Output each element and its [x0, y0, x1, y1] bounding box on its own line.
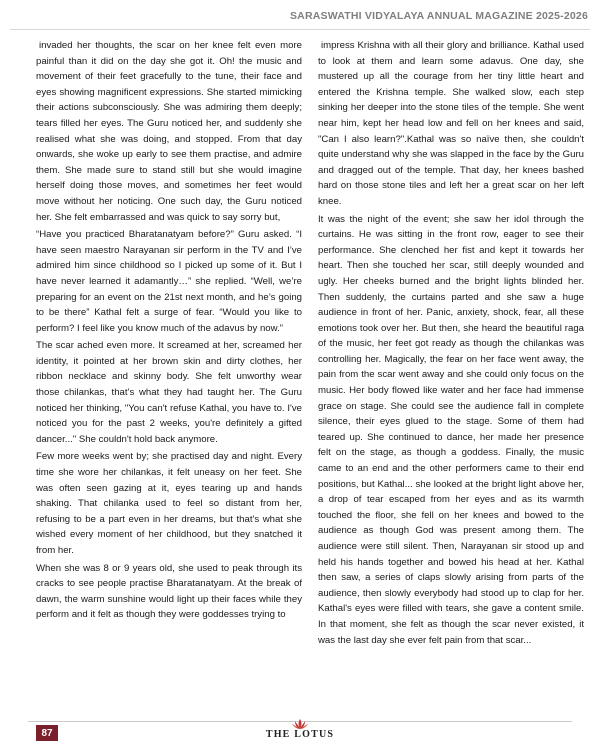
footer-logo	[0, 718, 600, 740]
paragraph: When she was 8 or 9 years old, she used to peak through its cracks to see people practise Bharatanatyam. At the break of dawn, the warm sunshine would light up their faces while they perform and it felt as though they were goddesses trying to	[36, 562, 302, 621]
article-body	[36, 38, 584, 708]
left-column	[36, 38, 302, 708]
paragraph: Few more weeks went by; she practised day and night. Every time she wore her chilankas, it felt uneasy on her feet. She was often seen gazing at it, eyes tearing up and hands shaking. That chilanka used to feel so distant from her, refusing to be a part even in her dreams, but that's what she wished every moment of her childhood, but they snatched it from her.	[36, 451, 302, 556]
paragraph: invaded her thoughts, the scar on her knee felt even more painful than it did on the day she got it. Oh! the music and movement of their feet gracefully to the tune, their face and eyes showing magnificent expressions. She started mimicking their actions subconsciously. She was admiring them deeply; tears filled her eyes. The Guru noticed her, and suddenly she realised what she was doing, and stopped. From that day onwards, she woke up early to see them practise, and admire them. She made sure to stand still but she would imagine herself doing those moves, and sometimes her feet would move without her noticing. One such day, the Guru noticed her. She felt embarrassed and was quick to say sorry but,	[36, 40, 302, 223]
header-divider	[10, 29, 590, 30]
page-number-badge: 87	[36, 725, 58, 741]
paragraph: “Have you practiced Bharatanatyam before?” Guru asked. “I have seen maestro Narayanan sir perform in the TV and I’ve admired him since childhood so I picked up some of it. But I have never learned it adamantly…” she replied. “Well, we’re preparing for an event on the 21st next month, and he’s going to be there” Kathal felt a surge of fear. “Would you like to perform? I feel like you know much of the adavus by now.”	[36, 229, 302, 334]
logo-wordmark: THE LOTUS	[265, 729, 335, 740]
paragraph: impress Krishna with all their glory and brilliance. Kathal used to look at them and learn some adavus. One day, she mustered up all the courage from her tiny little heart and entered the Krishna temple. She walked slow, each step sinking her deeper into the stone tiles of the temple. She went near him, kept her head low and fell on her knees and said, "Can I also learn?".Kathal was so naïve then, she couldn't quite understand why she was slapped in the face by the Guru and dragged out of the temple. That day, her knees bashed hard on those stone tiles and left her a great scar on her left knee.	[318, 40, 584, 207]
magazine-header: SARASWATHI VIDYALAYA ANNUAL MAGAZINE 2025-2026	[289, 10, 588, 22]
paragraph: It was the night of the event; she saw her idol through the curtains. He was sitting in the front row, eager to see their performance. She clenched her fist and kept it towards her heart. Then she touched her scar, still deeply wounded and ugly. Her cheeks burned and the bright lights blinded her. Then suddenly, the curtains parted and she saw a huge audience in front of her. Panic, anxiety, shock, fear, all these emotions took over her. But then, she heard the beautiful raga of the music, her feet got ready as though the chilankas was controlling her. Magically, the fear on her face went away, the pain from the scar went away and she could only focus on the music. Her body flowed like water and her face had immense grace on stage. She could see the audience fall in complete silence, their eyes glued to the stage. Some of them had teared up. She continued to dance, her made her presence felt on the stage, as though a goddess. Finally, the music came to an end and the other performers came to their end positions, but Kathal... she looked at the bright light above her, a drop of tear escaped from her eyes and as its warmth touched the floor, she fell on her knees and bowed to the audience as though God was present among them. The audience were still silent. Then, Narayanan sir stood up and held his hands together and bowed his head at her. Kathal then saw, a series of claps slowly arising from parts of the audience, then slowly everybody had stood up to clap for her. Kathal's eyes were filled with tears, she gave a content smile. In that moment, she felt as though the scar never existed, it was the last day she ever felt pain from that scar...	[318, 213, 584, 646]
right-column	[318, 38, 584, 708]
paragraph: The scar ached even more. It screamed at her, screamed her identity, it pointed at her brown skin and dirty clothes, her ribbon necklace and skinny body. She felt unworthy wear those chilankas, that’s what they had taught her. The Guru noticed her thinking, "You can't refuse Kathal, you have to. I've noticed you for the past 2 weeks, you're definitely a gifted dancer..." She couldn't hold back anymore.	[36, 340, 302, 445]
